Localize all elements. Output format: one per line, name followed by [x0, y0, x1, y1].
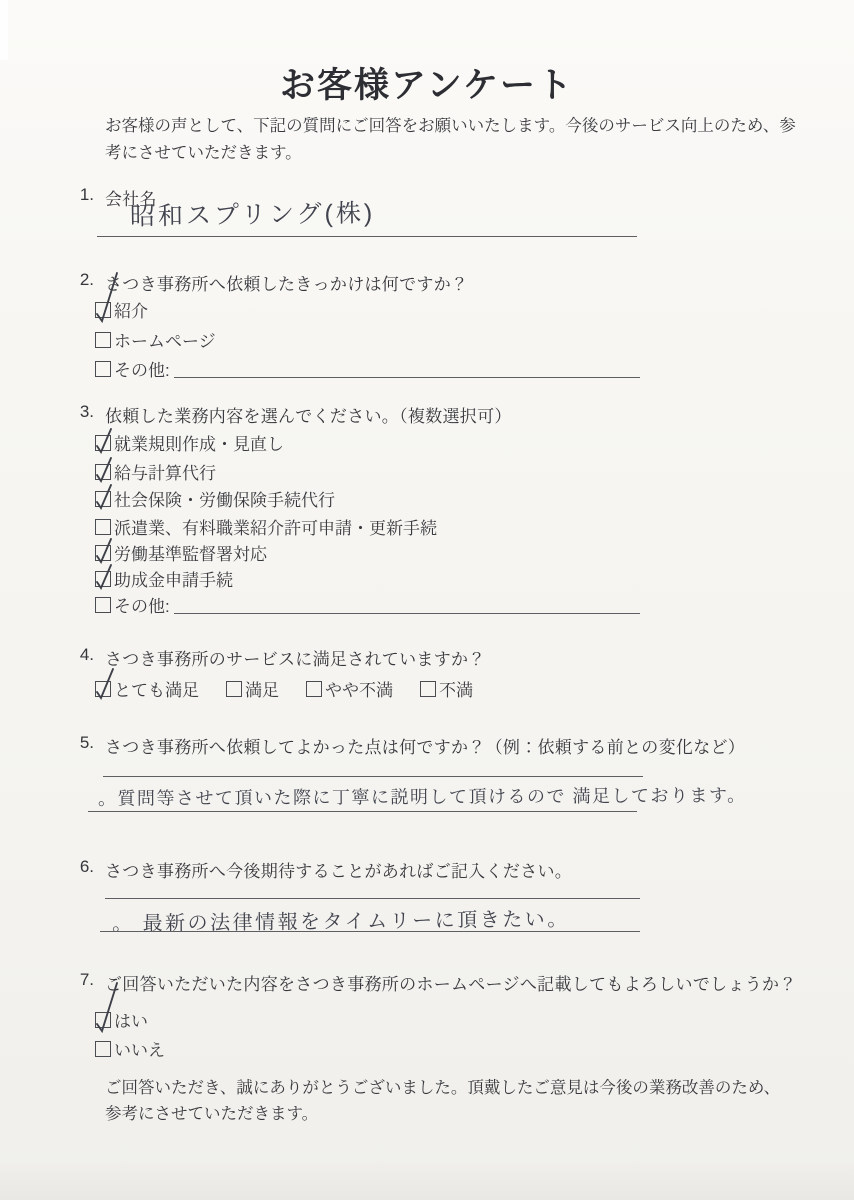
question-number: 7. — [79, 970, 94, 989]
option-referral — [95, 297, 148, 322]
handwritten-company-name: 昭和スプリング(株) — [129, 199, 376, 231]
question-number: 2. — [79, 270, 94, 289]
question-2 — [72, 270, 468, 295]
checkbox-work-rules[interactable] — [95, 435, 111, 451]
option-very-satisfied — [95, 676, 199, 701]
option-payroll — [95, 459, 216, 484]
page-title: お客様アンケート — [280, 66, 574, 105]
option-yes — [95, 1007, 148, 1032]
question-label: 会社名 — [105, 190, 157, 209]
answer-line — [88, 811, 637, 812]
option-label: 紹介 — [114, 302, 148, 321]
other-answer-line — [174, 596, 640, 614]
option-no — [95, 1036, 165, 1061]
answer-line — [103, 776, 643, 777]
check-mark-icon — [94, 455, 114, 483]
option-labor-bureau — [95, 540, 267, 565]
option-dissatisfied — [420, 676, 473, 701]
option-label: とても満足 — [114, 681, 199, 700]
option-label: 満足 — [245, 681, 279, 700]
checkbox-dispatch[interactable] — [95, 519, 111, 535]
check-mark-icon — [94, 426, 114, 454]
option-subsidy — [95, 566, 233, 591]
option-other-services — [95, 592, 640, 617]
checkbox-social-insurance[interactable] — [95, 491, 111, 507]
option-label: いいえ — [114, 1041, 165, 1060]
checkbox-dissatisfied[interactable] — [420, 681, 436, 697]
option-work-rules — [95, 430, 284, 455]
thank-you-note: ご回答いただき、誠にありがとうございました。頂戴したご意見は今後の業務改善のため、参考にさせていただきます。 — [105, 1079, 781, 1124]
question-number: 4. — [79, 645, 94, 664]
option-somewhat-dissatisfied — [306, 676, 393, 701]
option-label: 不満 — [439, 681, 473, 700]
option-label: やや不満 — [325, 681, 393, 700]
option-label: 労働基準監督署対応 — [114, 545, 267, 564]
check-mark-icon — [94, 536, 114, 564]
question-4 — [72, 645, 486, 670]
question-number: 1. — [79, 185, 94, 204]
question-label: さつき事務所へ今後期待することがあればご記入ください。 — [105, 862, 573, 881]
answer-line — [105, 898, 640, 899]
question-number: 3. — [79, 402, 94, 421]
question-label: 依頼した業務内容を選んでください。（複数選択可） — [105, 407, 512, 426]
question-label: さつき事務所のサービスに満足されていますか？ — [105, 650, 486, 669]
option-label: その他: — [114, 361, 170, 380]
handwritten-answer-6: 。 最新の法律情報をタイムリーに頂きたい。 — [111, 908, 570, 936]
checkbox-subsidy[interactable] — [95, 571, 111, 587]
check-mark-icon — [94, 562, 114, 590]
other-answer-line — [174, 360, 640, 378]
option-label: ホームページ — [114, 332, 216, 351]
question-label: さつき事務所へ依頼したきっかけは何ですか？ — [105, 275, 469, 294]
option-label: はい — [114, 1012, 148, 1031]
check-mark-icon — [94, 666, 116, 700]
option-social-insurance — [95, 486, 335, 511]
question-6 — [72, 857, 572, 882]
handwritten-answer-5: 。質問等させて頂いた際に丁寧に説明して頂けるので 満足しております。 — [97, 785, 747, 809]
option-label: 給与計算代行 — [114, 464, 216, 483]
option-label: 派遣業、有料職業紹介許可申請・更新手続 — [114, 519, 437, 538]
question-label: ご回答いただいた内容をさつき事務所のホームページへ記載してもよろしいでしょうか？ — [105, 975, 797, 994]
question-7 — [72, 970, 797, 995]
option-homepage — [95, 327, 216, 352]
question-number: 5. — [79, 733, 94, 752]
option-label: その他: — [114, 597, 170, 616]
satisfaction-options — [95, 676, 473, 701]
checkbox-homepage[interactable] — [95, 332, 111, 348]
option-label: 就業規則作成・見直し — [114, 435, 284, 454]
checkbox-other[interactable] — [95, 361, 111, 377]
checkbox-referral[interactable] — [95, 302, 111, 318]
checkbox-somewhat-dissatisfied[interactable] — [306, 681, 322, 697]
option-satisfied — [226, 676, 279, 701]
option-label: 社会保険・労働保険手続代行 — [114, 491, 335, 510]
question-5 — [72, 733, 745, 758]
question-label: さつき事務所へ依頼してよかった点は何ですか？（例：依頼する前との変化など） — [105, 738, 746, 757]
answer-underline — [97, 236, 637, 237]
checkbox-satisfied[interactable] — [226, 681, 242, 697]
checkbox-yes[interactable] — [95, 1012, 111, 1028]
option-dispatch — [95, 514, 437, 539]
option-other — [95, 356, 640, 381]
question-3 — [72, 402, 512, 427]
checkbox-other-services[interactable] — [95, 597, 111, 613]
intro-text: お客様の声として、下記の質問にご回答をお願いいたします。今後のサービス向上のため、参考にさせていただきます。 — [105, 117, 796, 162]
question-number: 6. — [79, 857, 94, 876]
check-mark-icon — [94, 482, 114, 510]
answer-line — [100, 931, 640, 932]
checkbox-very-satisfied[interactable] — [95, 681, 111, 697]
checkbox-payroll[interactable] — [95, 464, 111, 480]
checkbox-no[interactable] — [95, 1041, 111, 1057]
option-label: 助成金申請手続 — [114, 571, 233, 590]
checkbox-labor-bureau[interactable] — [95, 545, 111, 561]
